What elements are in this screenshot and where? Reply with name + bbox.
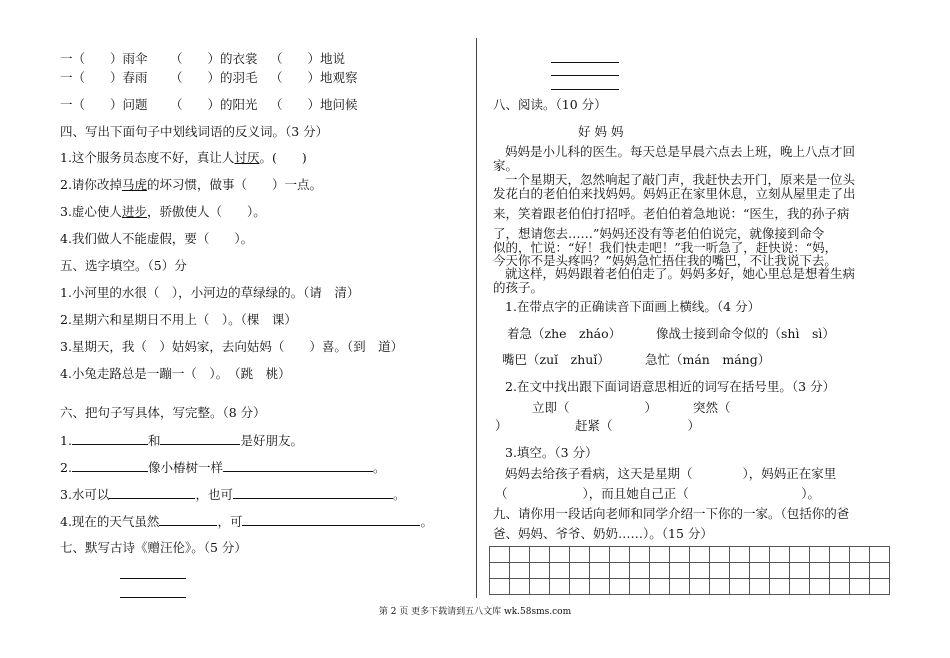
- grid-cell[interactable]: [510, 579, 530, 595]
- grid-cell[interactable]: [850, 579, 870, 595]
- fill-item: （ ）的羽毛: [170, 70, 258, 85]
- grid-cell[interactable]: [690, 563, 710, 579]
- grid-cell[interactable]: [570, 579, 590, 595]
- grid-cell[interactable]: [790, 579, 810, 595]
- grid-cell[interactable]: [590, 579, 610, 595]
- grid-cell[interactable]: [710, 579, 730, 595]
- grid-cell[interactable]: [790, 563, 810, 579]
- section-6-question-2: 2. 像小椿树一样 。: [60, 460, 386, 475]
- section-4-question-3: 3.虚心使人进步，骄傲使人（ ）。: [60, 204, 266, 219]
- poem-answer-line[interactable]: [551, 62, 619, 63]
- grid-cell[interactable]: [750, 547, 770, 563]
- section-4-title: 四、写出下面句子中划线词语的反义词。（3 分）: [60, 124, 329, 139]
- pinyin-choice: 急忙（mán máng）: [645, 352, 771, 367]
- underlined-word: 进步: [121, 204, 147, 219]
- grid-cell[interactable]: [510, 547, 530, 563]
- answer-blank[interactable]: [159, 513, 217, 526]
- reading-question-2: 2.在文中找出跟下面词语意思相近的词写在括号里。（3 分）: [505, 379, 836, 394]
- fill-sentence: （ ），而且她自己正（ ）。: [495, 486, 821, 501]
- section-6-question-3: 3.水可以 ，也可 。: [60, 487, 406, 502]
- section-5-question-1: 1.小河里的水很（ ），小河边的草绿绿的。（请 清）: [60, 285, 360, 300]
- grid-cell[interactable]: [870, 563, 890, 579]
- grid-cell[interactable]: [670, 547, 690, 563]
- grid-cell[interactable]: [490, 579, 510, 595]
- answer-blank[interactable]: [72, 432, 148, 445]
- section-4-question-4: 4.我们做人不能虚假，要（ ）。: [60, 231, 254, 246]
- grid-cell[interactable]: [630, 579, 650, 595]
- grid-cell[interactable]: [850, 547, 870, 563]
- grid-cell[interactable]: [530, 563, 550, 579]
- synonym-blank: 突然（: [693, 400, 806, 415]
- grid-cell[interactable]: [690, 579, 710, 595]
- grid-cell[interactable]: [530, 579, 550, 595]
- grid-cell[interactable]: [730, 547, 750, 563]
- synonym-blank: 立即（ ）: [532, 400, 658, 415]
- grid-cell[interactable]: [630, 563, 650, 579]
- grid-cell[interactable]: [670, 563, 690, 579]
- grid-cell[interactable]: [610, 579, 630, 595]
- section-7-title: 七、默写古诗《赠汪伦》。（5 分）: [60, 540, 247, 555]
- grid-cell[interactable]: [690, 547, 710, 563]
- grid-cell[interactable]: [870, 547, 890, 563]
- grid-cell[interactable]: [750, 563, 770, 579]
- grid-cell[interactable]: [870, 579, 890, 595]
- grid-cell[interactable]: [590, 547, 610, 563]
- section-4-question-1: 1.这个服务员态度不好，真让人讨厌。( ): [60, 150, 307, 165]
- synonym-blank: 赶紧（ ）: [575, 418, 701, 433]
- section-9-title: 九、请你用一段话向老师和同学介绍一下你的一家。（包括你的爸: [493, 506, 850, 521]
- grid-row: [490, 563, 890, 579]
- grid-cell[interactable]: [610, 547, 630, 563]
- grid-cell[interactable]: [610, 563, 630, 579]
- fill-item: 一（ ）雨伞: [60, 51, 148, 66]
- grid-cell[interactable]: [790, 547, 810, 563]
- grid-cell[interactable]: [550, 563, 570, 579]
- fill-item: 一（ ）春雨: [60, 70, 148, 85]
- writing-grid[interactable]: [489, 546, 890, 595]
- grid-cell[interactable]: [710, 547, 730, 563]
- grid-cell[interactable]: [550, 579, 570, 595]
- section-6-question-4: 4.现在的天气虽然 ，可 。: [60, 514, 433, 529]
- grid-cell[interactable]: [730, 563, 750, 579]
- reading-question-3: 3.填空。（3 分）: [505, 445, 598, 460]
- fill-sentence: 妈妈去给孩子看病，这天是星期（ ），妈妈正在家里: [505, 466, 837, 481]
- grid-cell[interactable]: [810, 547, 830, 563]
- section-8-title: 八、阅读。（10 分）: [493, 97, 607, 112]
- section-6-title: 六、把句子写具体，写完整。（8 分）: [60, 405, 266, 420]
- grid-cell[interactable]: [650, 547, 670, 563]
- exam-page: 一（ ）雨伞 （ ）的衣裳 （ ）地说 一（ ）春雨 （ ）的羽毛 （ ）地观察 一（ ）问题 （ ）的阳光 （ ）地问候 四、写出下面句子中划线词语的反义词。（3 分） 1.这个服务员态度不好，真让人讨厌。( ) 2.请你改掉马虎的坏习惯，做事（ ）一点。 3.虚心使人进步，骄傲使人（ ）。 4.我们做人不能虚假，要（ ）。 五、选字填空。（5）分 1.小河里的水很（ ），小河边的草绿绿的。（请 清） 2.星期六和星期日不用上（ ）。（棵 课） 3.星期天，我（ ）姑妈家，去向姑妈（ ）喜。（到 道） 4.小兔走路总是一蹦一（ ）。 （跳 桃） 六、把句子写具体，写完整。（8 分） 1. 和 是好朋友。 2. 像小椿树一样 。 3.水可以 ，也可 。 4.现在的天气虽然 ，可 。 七、默写古诗《赠汪伦》。（5 分） 八、阅读。（10 分） 好 妈 妈 妈妈是小儿科的医生。每天总是早晨六点去上班，晚上八点才回 家。 一个星期天，忽然响起了敲门声，我赶快去开门，原来是一位头 发花白的老伯伯来找妈妈。妈妈正在家里休息，立刻从屋里走了出 来，笑着跟老伯伯打招呼。老伯伯着急地说：“医生，我的孙子病 了，想请您去……”妈妈还没有等老伯伯说完，就像接到命令 似的，忙说：“好！我们快走吧！”我一听急了，赶快说：“妈， 今天你不是头疼吗？”妈妈急忙捂住我的嘴巴，不让我说下去。 就这样，妈妈跟着老伯伯走了。妈妈多好，她心里总是想着生病 的孩子。 1.在带点字的正确读音下面画上横线。（4 分） 着急（zhe zháo） 像战士接到命令似的（shì sì） 嘴巴（zuǐ zhuǐ） 急忙（mán máng） 2.在文中找出跟下面词语意思相近的词写在括号里。（3 分） 立即（ ） 突然（ ） 赶紧（ ） 3.填空。（3 分） 妈妈去给孩子看病，这天是星期（ ），妈妈正在家里 （ ），而且她自己正（ ）。 九、请你用一段话向老师和同学介绍一下你的一家。（包括你的爸 爸、妈妈、爷爷、奶奶……）。（15 分） 第 2 页 更多下载请到五八文库 wk.58sms.com: [0, 0, 950, 658]
- grid-cell[interactable]: [630, 547, 650, 563]
- grid-cell[interactable]: [650, 579, 670, 595]
- grid-cell[interactable]: [570, 547, 590, 563]
- grid-row: [490, 547, 890, 563]
- page-footer: 第 2 页 更多下载请到五八文库 wk.58sms.com: [378, 607, 572, 617]
- fill-item: （ ）的衣裳: [170, 51, 258, 66]
- fill-item: （ ）地观察: [270, 70, 358, 85]
- answer-blank[interactable]: [233, 486, 393, 499]
- pinyin-choice: 着急（zhe zháo）: [507, 326, 622, 341]
- grid-row: [490, 579, 890, 595]
- fill-item: （ ）的阳光: [170, 97, 258, 112]
- grid-cell[interactable]: [650, 563, 670, 579]
- column-divider: [476, 38, 477, 598]
- grid-cell[interactable]: [730, 579, 750, 595]
- answer-blank[interactable]: [72, 459, 148, 472]
- grid-cell[interactable]: [830, 563, 850, 579]
- section-5-question-3: 3.星期天，我（ ）姑妈家，去向姑妈（ ）喜。（到 道）: [60, 339, 404, 354]
- section-9-title-cont: 爸、妈妈、爷爷、奶奶……）。（15 分）: [493, 526, 713, 541]
- poem-answer-line[interactable]: [551, 75, 619, 76]
- grid-cell[interactable]: [830, 547, 850, 563]
- section-5-question-4: 4.小兔走路总是一蹦一（ ）。 （跳 桃）: [60, 366, 291, 381]
- grid-cell[interactable]: [770, 579, 790, 595]
- grid-cell[interactable]: [770, 563, 790, 579]
- answer-blank[interactable]: [160, 432, 240, 445]
- poem-answer-line[interactable]: [551, 89, 619, 90]
- pinyin-choice: 像战士接到命令似的（shì sì）: [656, 326, 835, 341]
- section-4-question-2: 2.请你改掉马虎的坏习惯，做事（ ）一点。: [60, 177, 322, 192]
- section-5-title: 五、选字填空。（5）分: [60, 258, 187, 273]
- grid-cell[interactable]: [810, 579, 830, 595]
- grid-cell[interactable]: [810, 563, 830, 579]
- grid-cell[interactable]: [490, 547, 510, 563]
- grid-cell[interactable]: [770, 547, 790, 563]
- underlined-word: 讨厌: [234, 150, 260, 165]
- poem-answer-line[interactable]: [120, 578, 186, 579]
- story-title: 好 妈 妈: [578, 124, 624, 139]
- reading-question-1: 1.在带点字的正确读音下面画上横线。（4 分）: [505, 299, 761, 314]
- grid-cell[interactable]: [570, 563, 590, 579]
- answer-blank[interactable]: [223, 459, 373, 472]
- grid-cell[interactable]: [830, 579, 850, 595]
- section-5-question-2: 2.星期六和星期日不用上（ ）。（棵 课）: [60, 312, 297, 327]
- fill-item: 一（ ）问题: [60, 97, 148, 112]
- answer-blank[interactable]: [109, 486, 195, 499]
- grid-cell[interactable]: [490, 563, 510, 579]
- answer-blank[interactable]: [242, 513, 420, 526]
- grid-cell[interactable]: [710, 563, 730, 579]
- fill-item: （ ）地问候: [270, 97, 358, 112]
- grid-cell[interactable]: [590, 563, 610, 579]
- grid-cell[interactable]: [850, 563, 870, 579]
- poem-answer-line[interactable]: [120, 597, 186, 598]
- grid-cell[interactable]: [670, 579, 690, 595]
- grid-cell[interactable]: [530, 547, 550, 563]
- grid-cell[interactable]: [750, 579, 770, 595]
- pinyin-choice: 嘴巴（zuǐ zhuǐ）: [502, 352, 610, 367]
- synonym-blank-close: ）: [495, 418, 508, 433]
- section-6-question-1: 1. 和 是好朋友。: [60, 433, 303, 448]
- grid-cell[interactable]: [550, 547, 570, 563]
- grid-cell[interactable]: [510, 563, 530, 579]
- underlined-word: 马虎: [121, 177, 147, 192]
- fill-item: （ ）地说: [270, 51, 346, 66]
